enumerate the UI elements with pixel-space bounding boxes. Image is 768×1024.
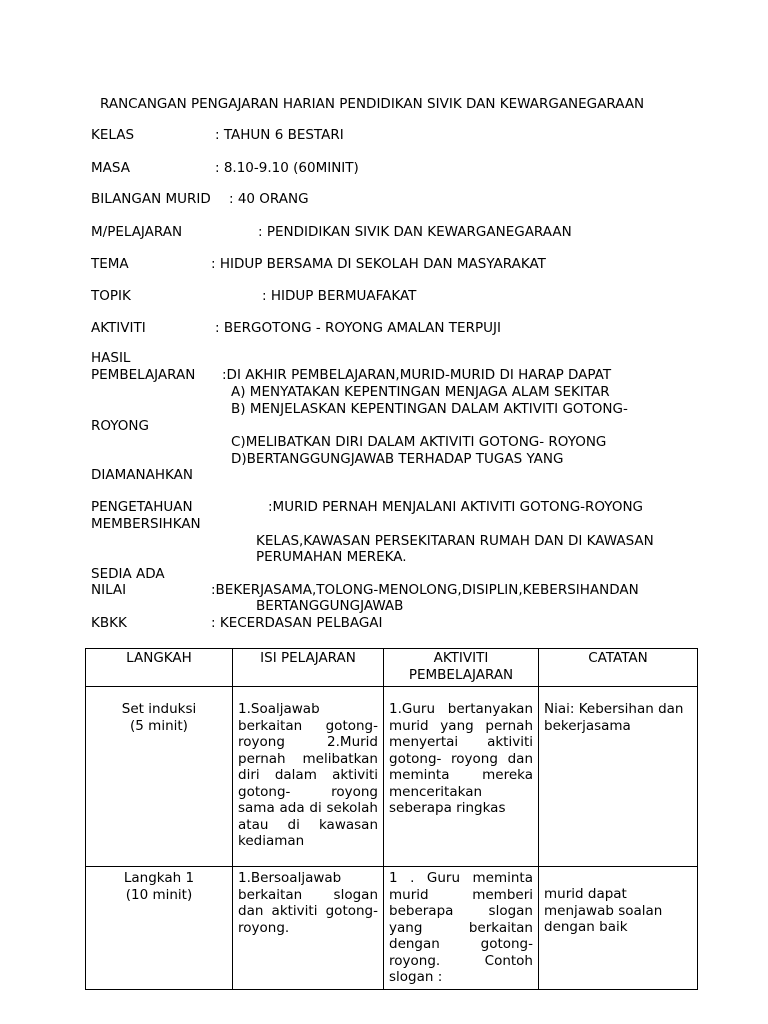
langkah-name: Langkah 1	[123, 870, 195, 886]
document-title: RANCANGAN PENGAJARAN HARIAN PENDIDIKAN SIVIK DAN KEWARGANEGARAAN	[100, 96, 645, 112]
table-row	[86, 687, 698, 867]
bilangan-value: : 40 ORANG	[229, 191, 309, 207]
tema-label: TEMA	[91, 256, 129, 272]
header-langkah: LANGKAH	[86, 649, 233, 687]
aktiviti-label: AKTIVITI	[91, 320, 146, 336]
pengetahuan-line2: MEMBERSIHKAN	[91, 516, 201, 532]
pengetahuan-line4: PERUMAHAN MEREKA.	[256, 549, 407, 565]
catatan-cell: murid dapat menjawab soalan dengan baik	[539, 867, 698, 990]
nilai-line1: :BEKERJASAMA,TOLONG-MENOLONG,DISIPLIN,KEBERSIHANDAN	[211, 582, 639, 598]
hasil-intro: :DI AKHIR PEMBELAJARAN,MURID-MURID DI HARAP DAPAT	[222, 367, 612, 383]
hasil-item-d: D)BERTANGGUNGJAWAB TERHADAP TUGAS YANG	[231, 451, 564, 467]
tema-value: : HIDUP BERSAMA DI SEKOLAH DAN MASYARAKAT	[211, 256, 546, 272]
kbkk-value: : KECERDASAN PELBAGAI	[211, 615, 383, 631]
pengetahuan-label: PENGETAHUAN	[91, 499, 193, 515]
langkah-duration: (5 minit)	[130, 717, 188, 734]
pengetahuan-line1: :MURID PERNAH MENJALANI AKTIVITI GOTONG-ROYONG	[268, 499, 644, 515]
hasil-item-b: B) MENJELASKAN KEPENTINGAN DALAM AKTIVITI GOTONG-	[231, 401, 628, 417]
aktiviti-cell: 1 . Guru meminta murid memberi beberapa slogan yang berkaitan dengan gotong-royong. Contoh slogan :	[384, 867, 539, 990]
mpelajaran-label: M/PELAJARAN	[91, 224, 183, 240]
isi-cell: 1.Bersoaljawab berkaitan slogan dan aktiviti gotong-royong.	[233, 867, 384, 990]
nilai-line2: BERTANGGUNGJAWAB	[256, 598, 404, 614]
topik-label: TOPIK	[91, 288, 131, 304]
langkah-cell	[86, 687, 233, 867]
pengetahuan-line3: KELAS,KAWASAN PERSEKITARAN RUMAH DAN DI KAWASAN	[256, 533, 654, 549]
table-row	[86, 867, 698, 990]
langkah-cell	[86, 867, 233, 990]
aktiviti-cell: 1.Guru bertanyakan murid yang pernah menyertai aktiviti gotong- royong dan meminta mereka menceritakan seberapa ringkas	[384, 687, 539, 867]
kelas-label: KELAS	[91, 127, 135, 143]
hasil-item-d-cont: DIAMANAHKAN	[91, 467, 193, 483]
hasil-item-b-cont: ROYONG	[91, 418, 149, 434]
bilangan-label: BILANGAN MURID	[91, 191, 211, 207]
kbkk-label: KBKK	[91, 615, 127, 631]
table-header-row	[86, 649, 698, 687]
topik-value: : HIDUP BERMUAFAKAT	[262, 288, 417, 304]
hasil-item-a: A) MENYATAKAN KEPENTINGAN MENJAGA ALAM SEKITAR	[231, 384, 610, 400]
hasil-item-c: C)MELIBATKAN DIRI DALAM AKTIVITI GOTONG- ROYONG	[231, 434, 607, 450]
catatan-cell: Niai: Kebersihan dan bekerjasama	[539, 687, 698, 867]
langkah-duration: (10 minit)	[125, 886, 193, 903]
header-catatan: CATATAN	[539, 649, 698, 687]
nilai-label: NILAI	[91, 582, 127, 598]
header-isi-pelajaran: ISI PELAJARAN	[233, 649, 384, 687]
masa-label: MASA	[91, 160, 130, 176]
mpelajaran-value: : PENDIDIKAN SIVIK DAN KEWARGANEGARAAN	[258, 224, 572, 240]
hasil-label: HASIL	[91, 350, 131, 366]
pembelajaran-label: PEMBELAJARAN	[91, 367, 196, 383]
sedia-ada-label: SEDIA ADA	[91, 566, 165, 582]
aktiviti-value: : BERGOTONG - ROYONG AMALAN TERPUJI	[215, 320, 501, 336]
header-aktiviti-pembelajaran: AKTIVITI PEMBELAJARAN	[384, 649, 539, 687]
lesson-table	[85, 648, 698, 990]
langkah-name: Set induksi	[121, 701, 197, 717]
isi-cell: 1.Soaljawab berkaitan gotong-royong 2.Murid pernah melibatkan diri dalam aktiviti gotong- royong sama ada di sekolah atau di kawasan kediaman	[233, 687, 384, 867]
masa-value: : 8.10-9.10 (60MINIT)	[215, 160, 359, 176]
kelas-value: : TAHUN 6 BESTARI	[215, 127, 344, 143]
